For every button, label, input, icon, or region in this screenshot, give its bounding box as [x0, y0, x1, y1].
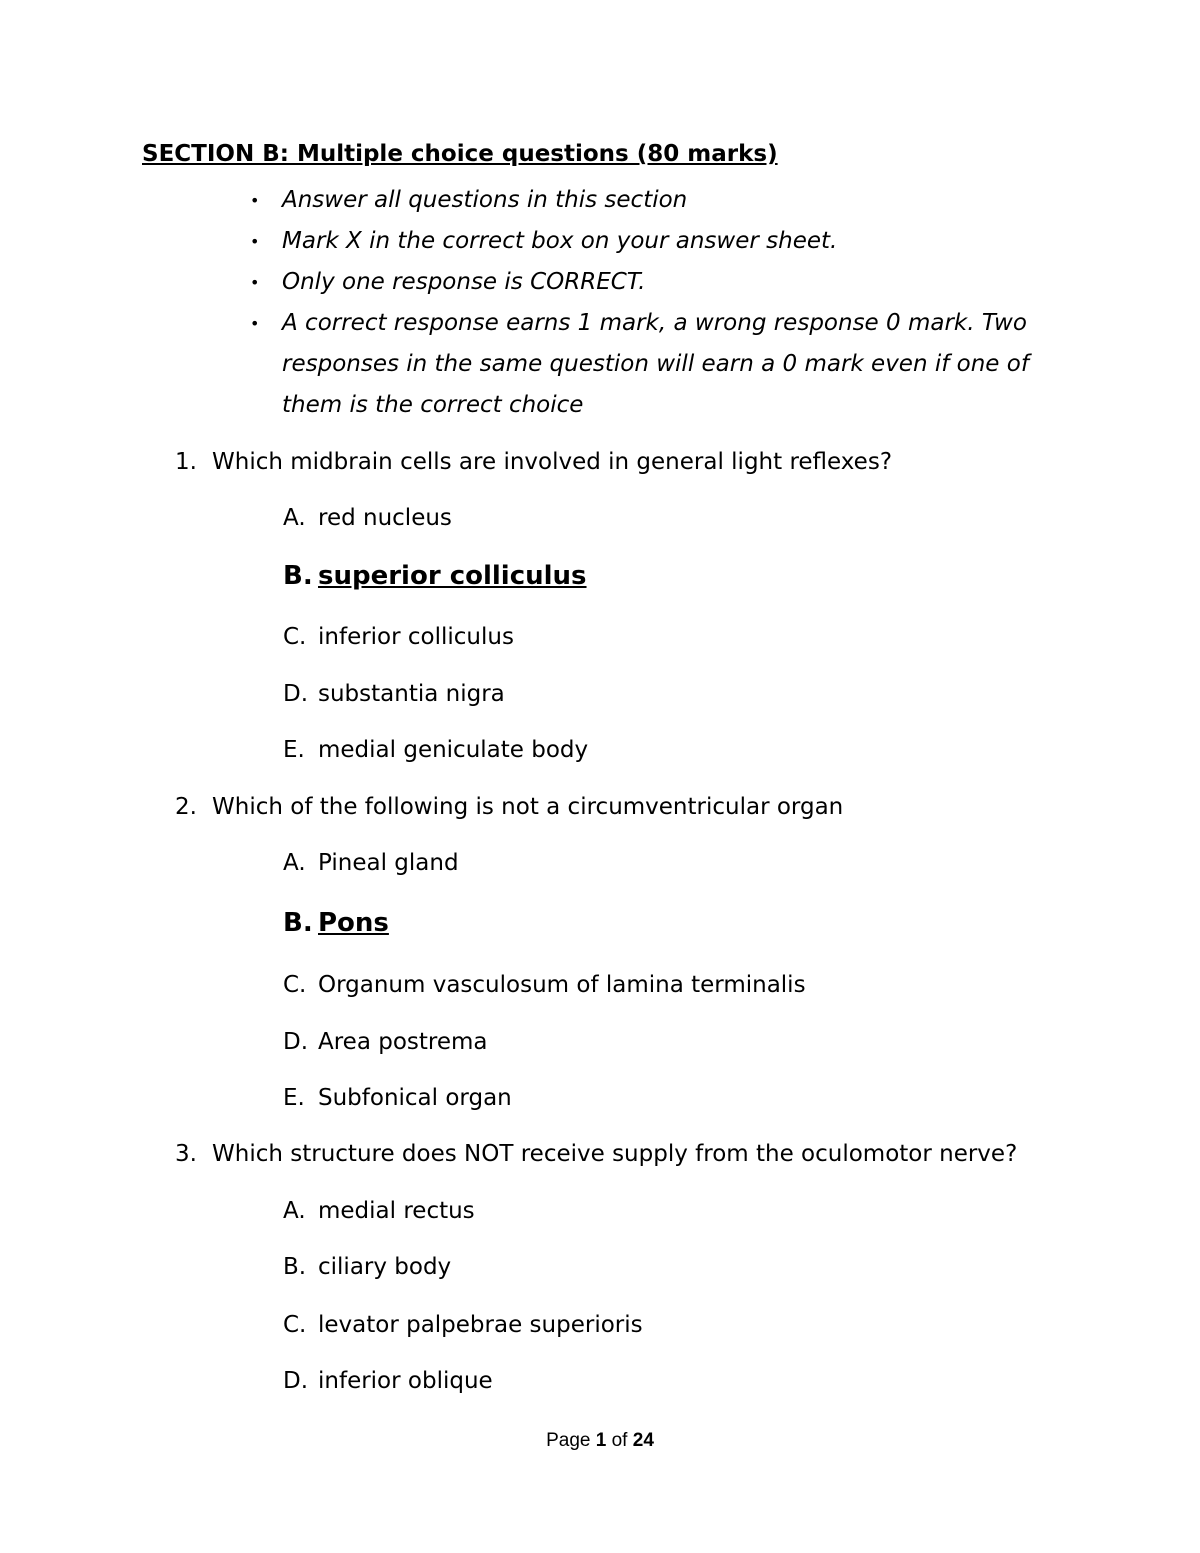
instruction-text: Answer all questions in this section: [282, 187, 688, 213]
option-2a: [283, 850, 459, 876]
option-letter: B.: [283, 561, 313, 591]
option-letter: C.: [283, 1312, 307, 1338]
option-3d: [283, 1368, 493, 1394]
option-letter: A.: [283, 850, 306, 876]
of-word: of: [611, 1430, 628, 1451]
option-text: ciliary body: [318, 1254, 452, 1280]
option-letter: D.: [283, 1368, 309, 1394]
instruction-item: [250, 221, 1070, 262]
option-text: Subfonical organ: [318, 1085, 512, 1111]
instruction-text: Only one response is CORRECT.: [282, 269, 646, 295]
question-number: 2.: [175, 794, 197, 820]
option-text: superior colliculus: [318, 561, 587, 591]
page-number: 1: [595, 1430, 607, 1451]
option-1e: [283, 737, 588, 763]
question-number: 3.: [175, 1141, 197, 1167]
instruction-item: [250, 303, 1070, 426]
instructions-list: [250, 180, 1070, 426]
option-text: medial rectus: [318, 1198, 475, 1224]
option-letter: D.: [283, 1029, 309, 1055]
option-2b-correct: [283, 908, 389, 938]
option-3c: [283, 1312, 643, 1338]
section-title: SECTION B: Multiple choice questions (80 marks): [142, 141, 778, 167]
question-3: [175, 1141, 1017, 1167]
option-3b: [283, 1254, 451, 1280]
option-1b-correct: [283, 561, 587, 591]
question-text: Which of the following is not a circumventricular organ: [212, 794, 844, 820]
option-3a: [283, 1198, 475, 1224]
option-letter: A.: [283, 505, 306, 531]
option-2e: [283, 1085, 512, 1111]
page-word: Page: [546, 1430, 591, 1451]
option-text: inferior oblique: [318, 1368, 493, 1394]
bullet-icon: •: [250, 273, 260, 292]
question-number: 1.: [175, 449, 197, 475]
instruction-text: A correct response earns 1 mark, a wrong response 0 mark. Two responses in the same question will earn a 0 mark even if one of them is the correct choice: [282, 310, 1029, 418]
option-letter: B.: [283, 1254, 307, 1280]
instruction-text: Mark X in the correct box on your answer sheet.: [282, 228, 838, 254]
option-1d: [283, 681, 505, 707]
bullet-icon: •: [250, 191, 260, 210]
page-footer: [0, 1430, 1200, 1452]
option-letter: C.: [283, 624, 307, 650]
instruction-item: [250, 262, 1070, 303]
total-pages: 24: [632, 1430, 654, 1451]
option-text: Pons: [318, 908, 389, 938]
bullet-icon: •: [250, 232, 260, 251]
question-1: [175, 449, 892, 475]
option-text: levator palpebrae superioris: [318, 1312, 643, 1338]
option-1a: [283, 505, 452, 531]
option-1c: [283, 624, 514, 650]
option-letter: E.: [283, 1085, 305, 1111]
instruction-item: [250, 180, 1070, 221]
bullet-icon: •: [250, 314, 260, 333]
question-2: [175, 794, 843, 820]
option-text: substantia nigra: [318, 681, 505, 707]
option-text: red nucleus: [318, 505, 452, 531]
option-text: Organum vasculosum of lamina terminalis: [318, 972, 806, 998]
option-text: medial geniculate body: [318, 737, 589, 763]
option-letter: D.: [283, 681, 309, 707]
option-text: Pineal gland: [318, 850, 459, 876]
option-2d: [283, 1029, 488, 1055]
option-text: Area postrema: [318, 1029, 488, 1055]
question-text: Which structure does NOT receive supply from the oculomotor nerve?: [212, 1141, 1018, 1167]
option-letter: A.: [283, 1198, 306, 1224]
option-letter: B.: [283, 908, 313, 938]
option-2c: [283, 972, 806, 998]
option-letter: C.: [283, 972, 307, 998]
option-text: inferior colliculus: [318, 624, 514, 650]
question-text: Which midbrain cells are involved in general light reflexes?: [212, 449, 893, 475]
option-letter: E.: [283, 737, 305, 763]
